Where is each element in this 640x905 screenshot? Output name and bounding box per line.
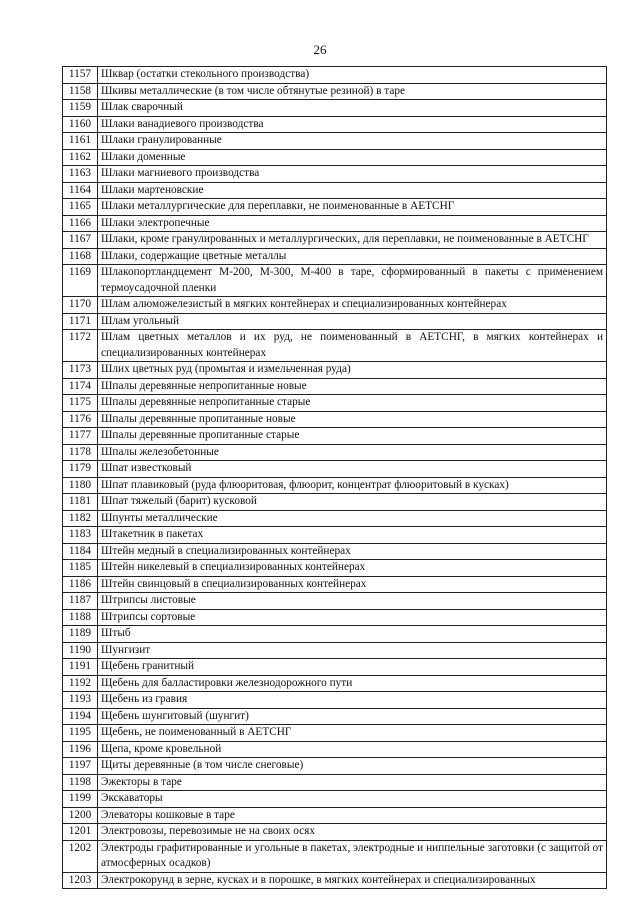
row-number: 1185 [63,560,98,577]
cargo-name: Шпалы железобетонные [98,444,607,461]
cargo-name: Шлаки, кроме гранулированных и металлургических, для переплавки, не поименованные в АЕТСНГ [98,232,607,249]
row-number: 1196 [63,741,98,758]
cargo-name: Штыб [98,626,607,643]
table-row [63,840,607,872]
row-number: 1157 [63,67,98,84]
cargo-name: Элеваторы кошковые в таре [98,807,607,824]
table-row [63,725,607,742]
row-number: 1178 [63,444,98,461]
row-number: 1201 [63,824,98,841]
table-row [63,560,607,577]
cargo-name: Электрокорунд в зерне, кусках и в порошке, в мягких контейнерах и специализированных [98,872,607,889]
cargo-name: Эжекторы в таре [98,774,607,791]
cargo-name: Шлакопортландцемент М-200, М-300, М-400 в таре, сформированный в пакеты с применением термоусадочной пленки [98,265,607,297]
cargo-name: Штрипсы сортовые [98,609,607,626]
table-row [63,248,607,265]
row-number: 1193 [63,692,98,709]
cargo-name: Шлаки, содержащие цветные металлы [98,248,607,265]
row-number: 1182 [63,510,98,527]
table-row [63,543,607,560]
cargo-name: Щебень шунгитовый (шунгит) [98,708,607,725]
table-row [63,477,607,494]
row-number: 1163 [63,166,98,183]
row-number: 1176 [63,411,98,428]
row-number: 1177 [63,428,98,445]
table-row [63,494,607,511]
cargo-name: Шлаки металлургические для переплавки, не поименованные в АЕТСНГ [98,199,607,216]
table-row [63,675,607,692]
row-number: 1184 [63,543,98,560]
row-number: 1168 [63,248,98,265]
table-row [63,758,607,775]
table-row [63,313,607,330]
table-row [63,133,607,150]
cargo-name: Шквар (остатки стекольного производства) [98,67,607,84]
cargo-name: Шлаки мартеновские [98,182,607,199]
cargo-name: Шлаки ванадиевого производства [98,116,607,133]
table-row [63,461,607,478]
cargo-name: Шпалы деревянные непропитанные старые [98,395,607,412]
cargo-name: Шлак сварочный [98,100,607,117]
cargo-name: Щебень, не поименованный в АЕТСНГ [98,725,607,742]
table-row [63,626,607,643]
row-number: 1173 [63,362,98,379]
row-number: 1180 [63,477,98,494]
row-number: 1165 [63,199,98,216]
cargo-name: Щебень из гравия [98,692,607,709]
row-number: 1189 [63,626,98,643]
cargo-name: Шунгизит [98,642,607,659]
cargo-name: Шпат тяжелый (барит) кусковой [98,494,607,511]
table-row [63,199,607,216]
table-row [63,642,607,659]
row-number: 1197 [63,758,98,775]
table-row [63,824,607,841]
table-row [63,166,607,183]
cargo-name: Щебень для балластировки железнодорожного пути [98,675,607,692]
row-number: 1198 [63,774,98,791]
table-row [63,395,607,412]
row-number: 1172 [63,330,98,362]
cargo-name: Электровозы, перевозимые не на своих осях [98,824,607,841]
table-row [63,576,607,593]
table-row [63,265,607,297]
cargo-name: Щепа, кроме кровельной [98,741,607,758]
table-row [63,428,607,445]
table-row [63,83,607,100]
row-number: 1186 [63,576,98,593]
cargo-registry-table [62,66,607,889]
cargo-name: Экскаваторы [98,791,607,808]
row-number: 1164 [63,182,98,199]
row-number: 1169 [63,265,98,297]
table-row [63,872,607,889]
row-number: 1166 [63,215,98,232]
row-number: 1191 [63,659,98,676]
cargo-name: Щебень гранитный [98,659,607,676]
row-number: 1192 [63,675,98,692]
table-row [63,708,607,725]
table-row [63,741,607,758]
row-number: 1203 [63,872,98,889]
row-number: 1181 [63,494,98,511]
row-number: 1202 [63,840,98,872]
row-number: 1175 [63,395,98,412]
table-row [63,215,607,232]
table-row [63,297,607,314]
cargo-name: Штейн никелевый в специализированных контейнерах [98,560,607,577]
row-number: 1170 [63,297,98,314]
table-row [63,149,607,166]
table-row [63,609,607,626]
table-row [63,100,607,117]
cargo-name: Штрипсы листовые [98,593,607,610]
row-number: 1195 [63,725,98,742]
table-row [63,378,607,395]
cargo-name: Шкивы металлические (в том числе обтянутые резиной) в таре [98,83,607,100]
cargo-name: Штейн свинцовый в специализированных контейнерах [98,576,607,593]
table-row [63,116,607,133]
page-number: 26 [313,42,327,57]
table-row [63,774,607,791]
row-number: 1162 [63,149,98,166]
row-number: 1159 [63,100,98,117]
cargo-name: Штейн медный в специализированных контейнерах [98,543,607,560]
row-number: 1174 [63,378,98,395]
cargo-name: Электроды графитированные и угольные в пакетах, электродные и ниппельные заготовки (с защитой от атмосферных осадков) [98,840,607,872]
row-number: 1171 [63,313,98,330]
table-row [63,593,607,610]
table-row [63,444,607,461]
table-row [63,67,607,84]
row-number: 1199 [63,791,98,808]
table-row [63,232,607,249]
cargo-name: Шпалы деревянные пропитанные новые [98,411,607,428]
cargo-name: Шлам цветных металлов и их руд, не поименованный в АЕТСНГ, в мягких контейнерах и специализированных контейнерах [98,330,607,362]
cargo-name: Шлаки электропечные [98,215,607,232]
cargo-name: Шлих цветных руд (промытая и измельченная руда) [98,362,607,379]
table-row [63,182,607,199]
table-row [63,362,607,379]
cargo-name: Штакетник в пакетах [98,527,607,544]
table-row [63,791,607,808]
row-number: 1161 [63,133,98,150]
cargo-name: Шлам алюможелезистый в мягких контейнерах и специализированных контейнерах [98,297,607,314]
table-row [63,411,607,428]
table-row [63,510,607,527]
cargo-name: Шпат плавиковый (руда флюоритовая, флюорит, концентрат флюоритовый в кусках) [98,477,607,494]
row-number: 1179 [63,461,98,478]
row-number: 1200 [63,807,98,824]
cargo-name: Шлам угольный [98,313,607,330]
cargo-name: Шлаки гранулированные [98,133,607,150]
cargo-name: Шпат известковый [98,461,607,478]
cargo-name: Щиты деревянные (в том числе снеговые) [98,758,607,775]
registry-table-body [63,67,607,889]
row-number: 1167 [63,232,98,249]
table-row [63,659,607,676]
row-number: 1190 [63,642,98,659]
table-row [63,527,607,544]
row-number: 1183 [63,527,98,544]
row-number: 1188 [63,609,98,626]
cargo-name: Шпалы деревянные непропитанные новые [98,378,607,395]
cargo-name: Шпалы деревянные пропитанные старые [98,428,607,445]
cargo-name: Шлаки магниевого производства [98,166,607,183]
row-number: 1187 [63,593,98,610]
table-row [63,330,607,362]
row-number: 1194 [63,708,98,725]
table-row [63,807,607,824]
cargo-name: Шпунты металлические [98,510,607,527]
row-number: 1160 [63,116,98,133]
row-number: 1158 [63,83,98,100]
table-row [63,692,607,709]
cargo-name: Шлаки доменные [98,149,607,166]
